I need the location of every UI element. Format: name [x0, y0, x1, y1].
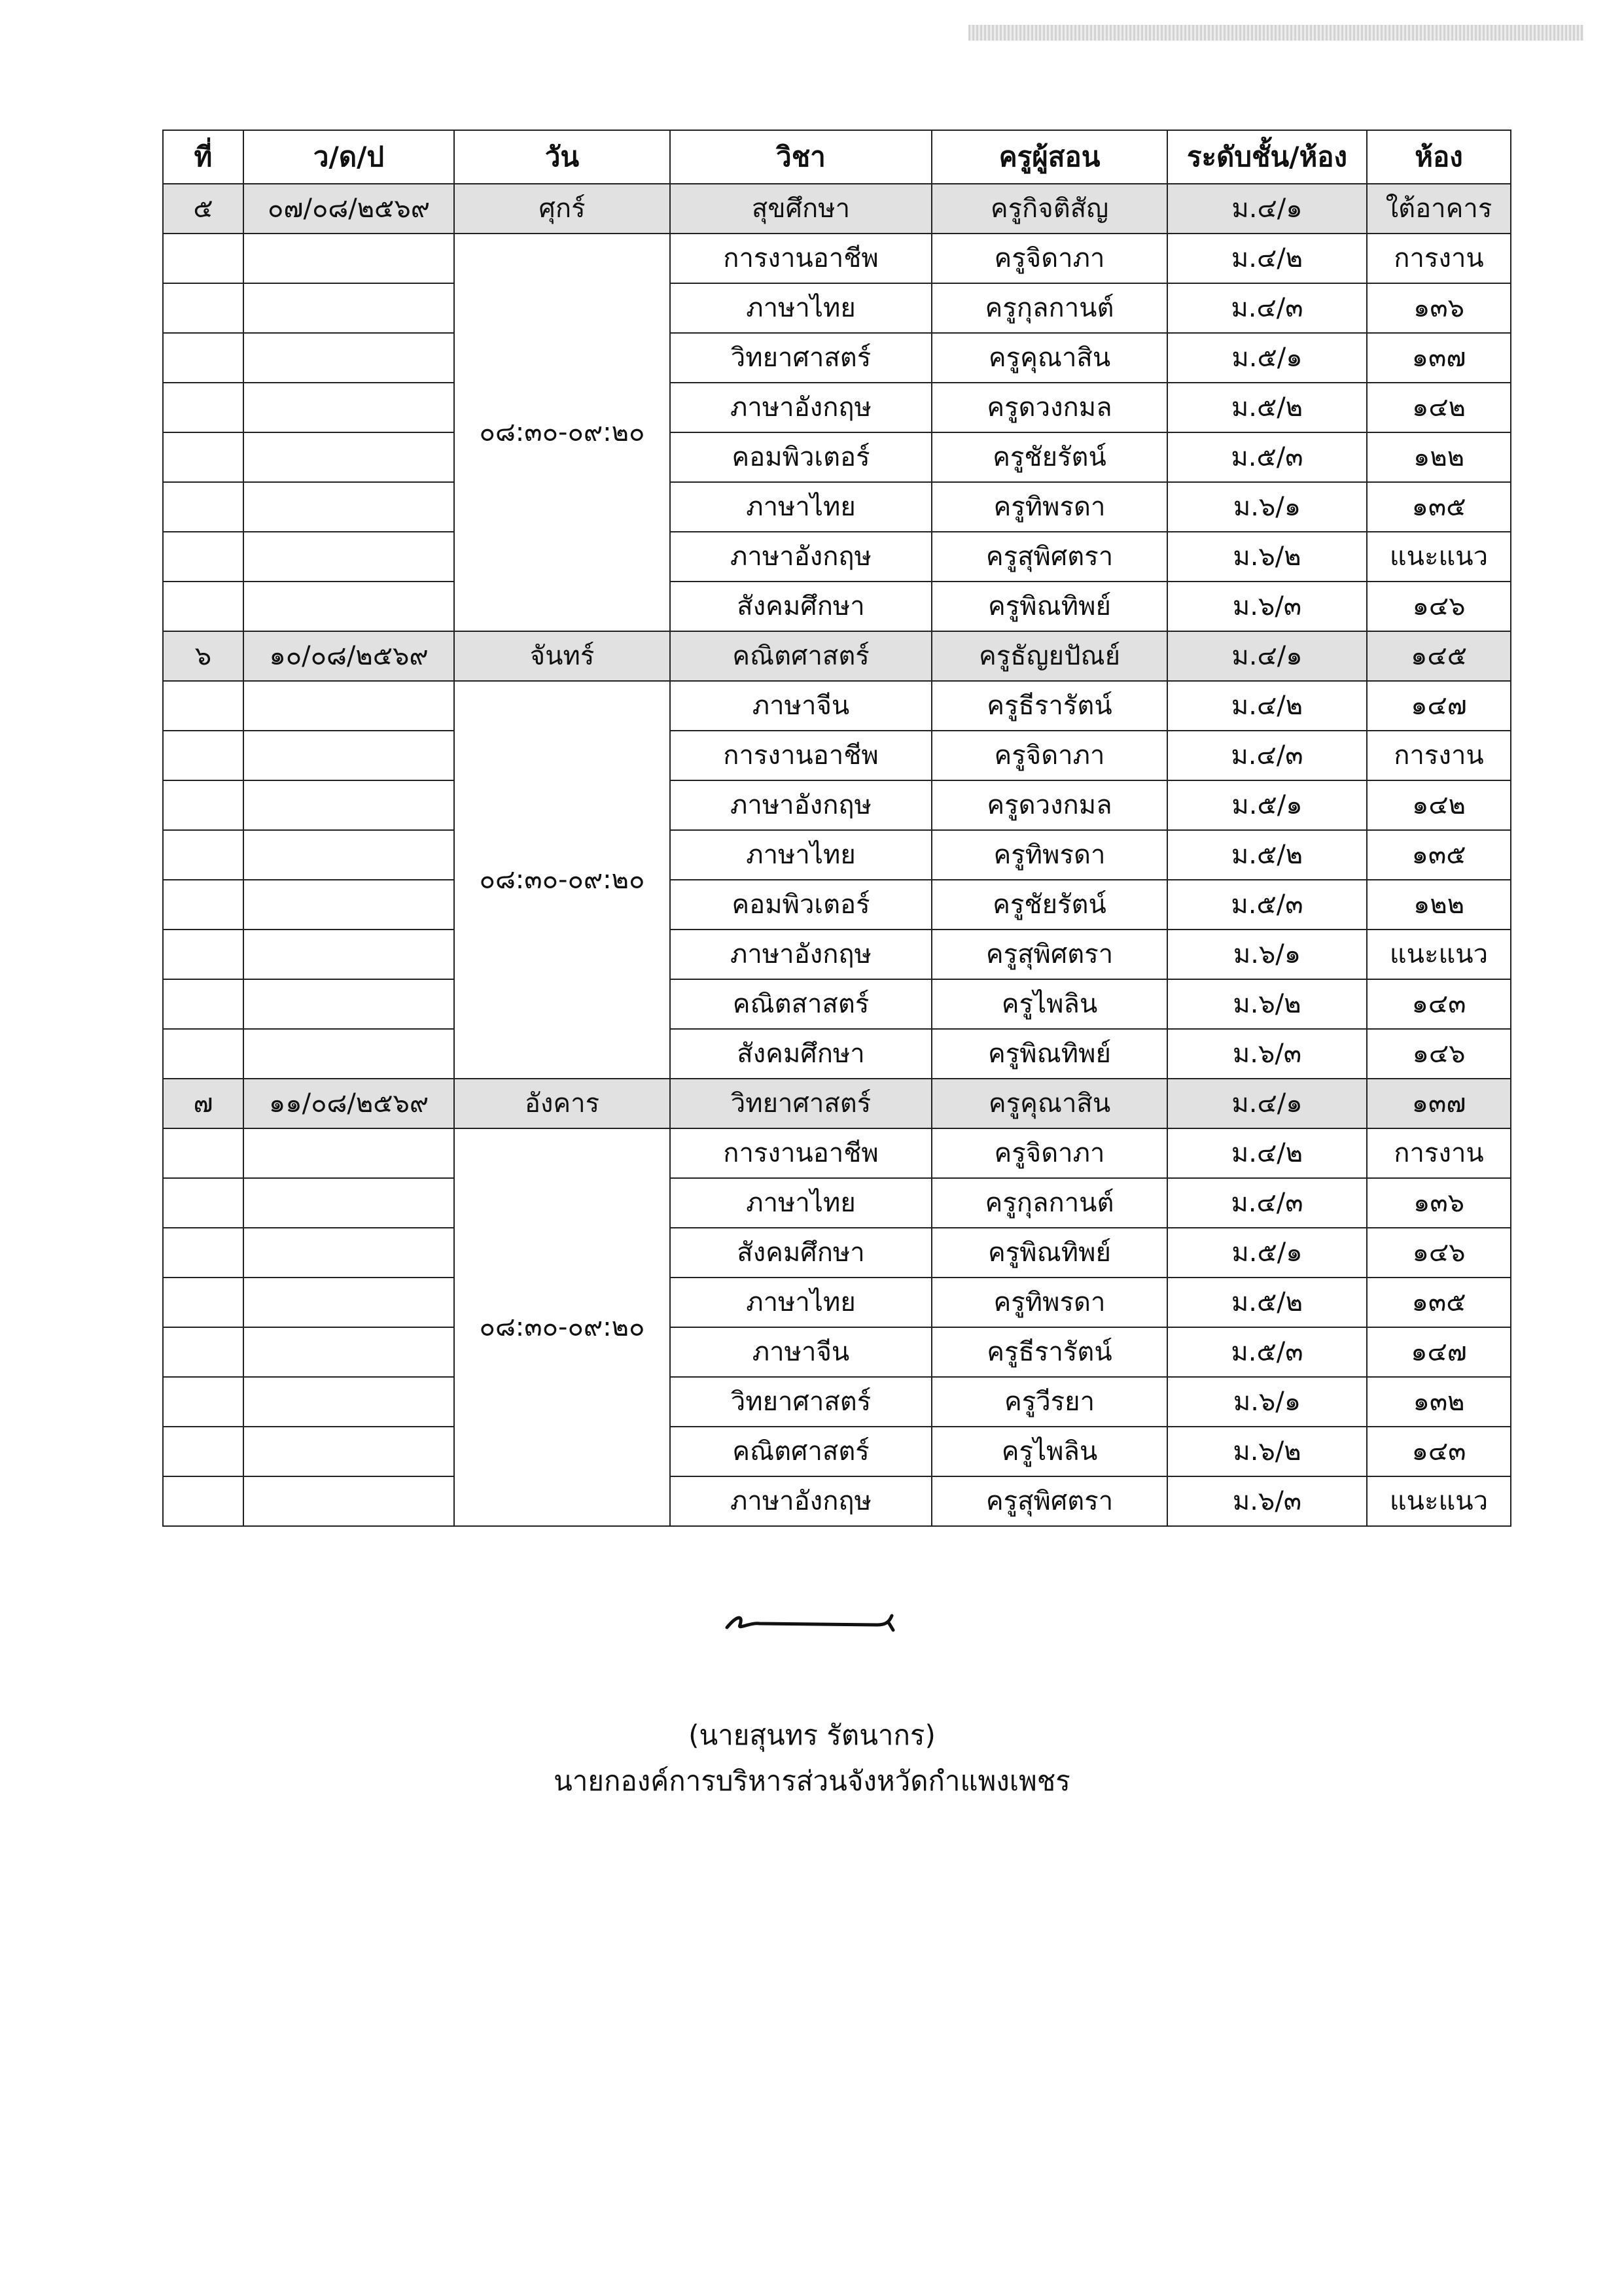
subject-cell: ภาษาจีน	[670, 681, 932, 731]
room-cell: ๑๔๗	[1367, 681, 1511, 731]
table-row	[163, 830, 1511, 880]
day-cell: ศุกร์	[454, 184, 670, 234]
teacher-cell: ครูทิพรดา	[932, 482, 1167, 532]
teacher-cell: ครูดวงกมล	[932, 780, 1167, 830]
table-row	[163, 333, 1511, 383]
date-cell-empty	[243, 532, 454, 582]
header-room: ห้อง	[1367, 130, 1511, 184]
no-cell: ๖	[163, 631, 243, 681]
no-cell: ๕	[163, 184, 243, 234]
room-cell: ๑๔๖	[1367, 1029, 1511, 1079]
teacher-cell: ครูสุพิศตรา	[932, 1476, 1167, 1526]
table-row	[163, 1327, 1511, 1377]
no-cell-empty	[163, 681, 243, 731]
date-cell-empty	[243, 1427, 454, 1476]
room-cell: ๑๔๗	[1367, 1327, 1511, 1377]
scan-artifact	[968, 25, 1583, 41]
level-cell: ม.๕/๒	[1167, 1278, 1367, 1327]
subject-cell: การงานอาชีพ	[670, 234, 932, 283]
header-row	[163, 130, 1511, 184]
no-cell-empty	[163, 432, 243, 482]
no-cell-empty	[163, 1427, 243, 1476]
no-cell-empty	[163, 830, 243, 880]
subject-cell: คณิตสาสตร์	[670, 979, 932, 1029]
level-cell: ม.๔/๒	[1167, 681, 1367, 731]
room-cell: ใต้อาคาร	[1367, 184, 1511, 234]
room-cell: ๑๒๒	[1367, 880, 1511, 930]
room-cell: ๑๓๕	[1367, 1278, 1511, 1327]
no-cell-empty	[163, 930, 243, 979]
date-cell-empty	[243, 432, 454, 482]
date-cell-empty	[243, 1128, 454, 1178]
level-cell: ม.๔/๑	[1167, 1079, 1367, 1128]
table-row	[163, 283, 1511, 333]
no-cell-empty	[163, 1228, 243, 1278]
level-cell: ม.๔/๒	[1167, 234, 1367, 283]
teacher-cell: ครูไพลิน	[932, 979, 1167, 1029]
table-row	[163, 1228, 1511, 1278]
date-cell-empty	[243, 880, 454, 930]
date-cell-empty	[243, 681, 454, 731]
schedule-body	[163, 184, 1511, 1526]
subject-cell: วิทยาศาสตร์	[670, 1377, 932, 1427]
level-cell: ม.๖/๓	[1167, 1029, 1367, 1079]
room-cell: ๑๔๒	[1367, 780, 1511, 830]
date-cell-empty	[243, 333, 454, 383]
level-cell: ม.๕/๓	[1167, 1327, 1367, 1377]
level-cell: ม.๔/๑	[1167, 631, 1367, 681]
level-cell: ม.๖/๒	[1167, 979, 1367, 1029]
subject-cell: ภาษาไทย	[670, 1278, 932, 1327]
subject-cell: สังคมศึกษา	[670, 582, 932, 631]
level-cell: ม.๖/๒	[1167, 532, 1367, 582]
teacher-cell: ครูกุลกานต์	[932, 1178, 1167, 1228]
level-cell: ม.๖/๓	[1167, 582, 1367, 631]
date-cell-empty	[243, 979, 454, 1029]
signer-title: นายกองค์การบริหารส่วนจังหวัดกำแพงเพชร	[554, 1765, 1070, 1797]
no-cell-empty	[163, 1476, 243, 1526]
table-row	[163, 979, 1511, 1029]
header-date: ว/ด/ป	[243, 130, 454, 184]
subject-cell: ภาษาไทย	[670, 1178, 932, 1228]
table-row	[163, 1278, 1511, 1327]
teacher-cell: ครูไพลิน	[932, 1427, 1167, 1476]
room-cell: ๑๔๕	[1367, 631, 1511, 681]
table-row	[163, 383, 1511, 432]
room-cell: แนะแนว	[1367, 532, 1511, 582]
table-row	[163, 731, 1511, 780]
header-no: ที่	[163, 130, 243, 184]
no-cell-empty	[163, 234, 243, 283]
level-cell: ม.๕/๑	[1167, 333, 1367, 383]
date-cell: ๑๑/๐๘/๒๕๖๙	[243, 1079, 454, 1128]
room-cell: ๑๓๗	[1367, 333, 1511, 383]
level-cell: ม.๖/๑	[1167, 930, 1367, 979]
subject-cell: ภาษาอังกฤษ	[670, 780, 932, 830]
room-cell: การงาน	[1367, 234, 1511, 283]
table-row	[163, 1476, 1511, 1526]
level-cell: ม.๖/๓	[1167, 1476, 1367, 1526]
subject-cell: คณิตศาสตร์	[670, 1427, 932, 1476]
subject-cell: ภาษาอังกฤษ	[670, 383, 932, 432]
subject-cell: คอมพิวเตอร์	[670, 880, 932, 930]
date-cell-empty	[243, 283, 454, 333]
no-cell-empty	[163, 880, 243, 930]
level-cell: ม.๖/๑	[1167, 482, 1367, 532]
table-row	[163, 681, 1511, 731]
teacher-cell: ครูพิณทิพย์	[932, 1228, 1167, 1278]
subject-cell: ภาษาจีน	[670, 1327, 932, 1377]
room-cell: ๑๔๒	[1367, 383, 1511, 432]
date-cell-empty	[243, 234, 454, 283]
table-row	[163, 582, 1511, 631]
signer-name: (นายสุนทร รัตนากร)	[688, 1719, 936, 1751]
teacher-cell: ครูวีรยา	[932, 1377, 1167, 1427]
time-slot-cell: ๐๘:๓๐-๐๙:๒๐	[454, 234, 670, 631]
date-cell-empty	[243, 482, 454, 532]
teacher-cell: ครูพิณทิพย์	[932, 1029, 1167, 1079]
table-row	[163, 432, 1511, 482]
room-cell: ๑๓๒	[1367, 1377, 1511, 1427]
no-cell-empty	[163, 979, 243, 1029]
teacher-cell: ครูคุณาสิน	[932, 333, 1167, 383]
no-cell-empty	[163, 1278, 243, 1327]
no-cell-empty	[163, 333, 243, 383]
date-cell-empty	[243, 830, 454, 880]
subject-cell: ภาษาไทย	[670, 482, 932, 532]
room-cell: การงาน	[1367, 1128, 1511, 1178]
teacher-cell: ครูธีรารัตน์	[932, 1327, 1167, 1377]
day-header-row	[163, 631, 1511, 681]
date-cell-empty	[243, 731, 454, 780]
subject-cell: วิทยาศาสตร์	[670, 1079, 932, 1128]
no-cell-empty	[163, 1377, 243, 1427]
room-cell: ๑๓๗	[1367, 1079, 1511, 1128]
date-cell-empty	[243, 1178, 454, 1228]
level-cell: ม.๖/๑	[1167, 1377, 1367, 1427]
teacher-cell: ครูพิณทิพย์	[932, 582, 1167, 631]
day-header-row	[163, 184, 1511, 234]
teacher-cell: ครูทิพรดา	[932, 1278, 1167, 1327]
subject-cell: การงานอาชีพ	[670, 1128, 932, 1178]
header-teacher: ครูผู้สอน	[932, 130, 1167, 184]
room-cell: ๑๓๕	[1367, 830, 1511, 880]
no-cell-empty	[163, 731, 243, 780]
level-cell: ม.๔/๓	[1167, 731, 1367, 780]
level-cell: ม.๕/๑	[1167, 780, 1367, 830]
no-cell-empty	[163, 482, 243, 532]
date-cell-empty	[243, 383, 454, 432]
subject-cell: คอมพิวเตอร์	[670, 432, 932, 482]
level-cell: ม.๔/๑	[1167, 184, 1367, 234]
signature-area	[0, 1596, 1624, 1642]
table-row	[163, 234, 1511, 283]
room-cell: ๑๔๓	[1367, 1427, 1511, 1476]
table-row	[163, 1427, 1511, 1476]
no-cell-empty	[163, 532, 243, 582]
no-cell-empty	[163, 1128, 243, 1178]
signature-mark	[714, 1596, 910, 1642]
subject-cell: สังคมศึกษา	[670, 1029, 932, 1079]
teacher-cell: ครูดวงกมล	[932, 383, 1167, 432]
room-cell: ๑๓๕	[1367, 482, 1511, 532]
teacher-cell: ครูจิดาภา	[932, 731, 1167, 780]
table-row	[163, 780, 1511, 830]
room-cell: การงาน	[1367, 731, 1511, 780]
date-cell-empty	[243, 582, 454, 631]
room-cell: ๑๔๓	[1367, 979, 1511, 1029]
table-row	[163, 1128, 1511, 1178]
level-cell: ม.๔/๓	[1167, 283, 1367, 333]
no-cell-empty	[163, 1178, 243, 1228]
table-row	[163, 930, 1511, 979]
date-cell: ๐๗/๐๘/๒๕๖๙	[243, 184, 454, 234]
teacher-cell: ครูจิดาภา	[932, 1128, 1167, 1178]
date-cell-empty	[243, 1228, 454, 1278]
table-row	[163, 532, 1511, 582]
teacher-cell: ครูทิพรดา	[932, 830, 1167, 880]
subject-cell: สุขศึกษา	[670, 184, 932, 234]
date-cell-empty	[243, 1327, 454, 1377]
level-cell: ม.๕/๓	[1167, 880, 1367, 930]
date-cell-empty	[243, 1278, 454, 1327]
level-cell: ม.๕/๑	[1167, 1228, 1367, 1278]
teacher-cell: ครูชัยรัตน์	[932, 880, 1167, 930]
subject-cell: ภาษาอังกฤษ	[670, 930, 932, 979]
room-cell: แนะแนว	[1367, 1476, 1511, 1526]
no-cell-empty	[163, 1327, 243, 1377]
room-cell: ๑๓๖	[1367, 283, 1511, 333]
subject-cell: สังคมศึกษา	[670, 1228, 932, 1278]
level-cell: ม.๖/๒	[1167, 1427, 1367, 1476]
exam-schedule-table	[162, 130, 1511, 1527]
time-slot-cell: ๐๘:๓๐-๐๙:๒๐	[454, 1128, 670, 1526]
day-cell: อังคาร	[454, 1079, 670, 1128]
level-cell: ม.๕/๒	[1167, 383, 1367, 432]
teacher-cell: ครูสุพิศตรา	[932, 930, 1167, 979]
teacher-cell: ครูคุณาสิน	[932, 1079, 1167, 1128]
teacher-cell: ครูธัญยปัณย์	[932, 631, 1167, 681]
header-subject: วิชา	[670, 130, 932, 184]
level-cell: ม.๕/๒	[1167, 830, 1367, 880]
room-cell: ๑๔๖	[1367, 1228, 1511, 1278]
date-cell-empty	[243, 930, 454, 979]
date-cell-empty	[243, 1476, 454, 1526]
table-row	[163, 880, 1511, 930]
room-cell: ๑๒๒	[1367, 432, 1511, 482]
table-row	[163, 1029, 1511, 1079]
teacher-cell: ครูธีรารัตน์	[932, 681, 1167, 731]
teacher-cell: ครูสุพิศตรา	[932, 532, 1167, 582]
room-cell: ๑๓๖	[1367, 1178, 1511, 1228]
table-row	[163, 1178, 1511, 1228]
date-cell-empty	[243, 1029, 454, 1079]
no-cell-empty	[163, 383, 243, 432]
date-cell: ๑๐/๐๘/๒๕๖๙	[243, 631, 454, 681]
table-row	[163, 482, 1511, 532]
subject-cell: การงานอาชีพ	[670, 731, 932, 780]
no-cell-empty	[163, 1029, 243, 1079]
level-cell: ม.๔/๒	[1167, 1128, 1367, 1178]
subject-cell: ภาษาไทย	[670, 283, 932, 333]
subject-cell: ภาษาอังกฤษ	[670, 532, 932, 582]
date-cell-empty	[243, 780, 454, 830]
no-cell: ๗	[163, 1079, 243, 1128]
subject-cell: ภาษาอังกฤษ	[670, 1476, 932, 1526]
header-level: ระดับชั้น/ห้อง	[1167, 130, 1367, 184]
no-cell-empty	[163, 283, 243, 333]
teacher-cell: ครูกิจติสัญ	[932, 184, 1167, 234]
day-cell: จันทร์	[454, 631, 670, 681]
subject-cell: ภาษาไทย	[670, 830, 932, 880]
no-cell-empty	[163, 582, 243, 631]
day-header-row	[163, 1079, 1511, 1128]
subject-cell: คณิตศาสตร์	[670, 631, 932, 681]
time-slot-cell: ๐๘:๓๐-๐๙:๒๐	[454, 681, 670, 1079]
room-cell: แนะแนว	[1367, 930, 1511, 979]
subject-cell: วิทยาศาสตร์	[670, 333, 932, 383]
level-cell: ม.๔/๓	[1167, 1178, 1367, 1228]
level-cell: ม.๕/๓	[1167, 432, 1367, 482]
teacher-cell: ครูชัยรัตน์	[932, 432, 1167, 482]
teacher-cell: ครูกุลกานต์	[932, 283, 1167, 333]
teacher-cell: ครูจิดาภา	[932, 234, 1167, 283]
date-cell-empty	[243, 1377, 454, 1427]
no-cell-empty	[163, 780, 243, 830]
header-day: วัน	[454, 130, 670, 184]
table-row	[163, 1377, 1511, 1427]
room-cell: ๑๔๖	[1367, 582, 1511, 631]
